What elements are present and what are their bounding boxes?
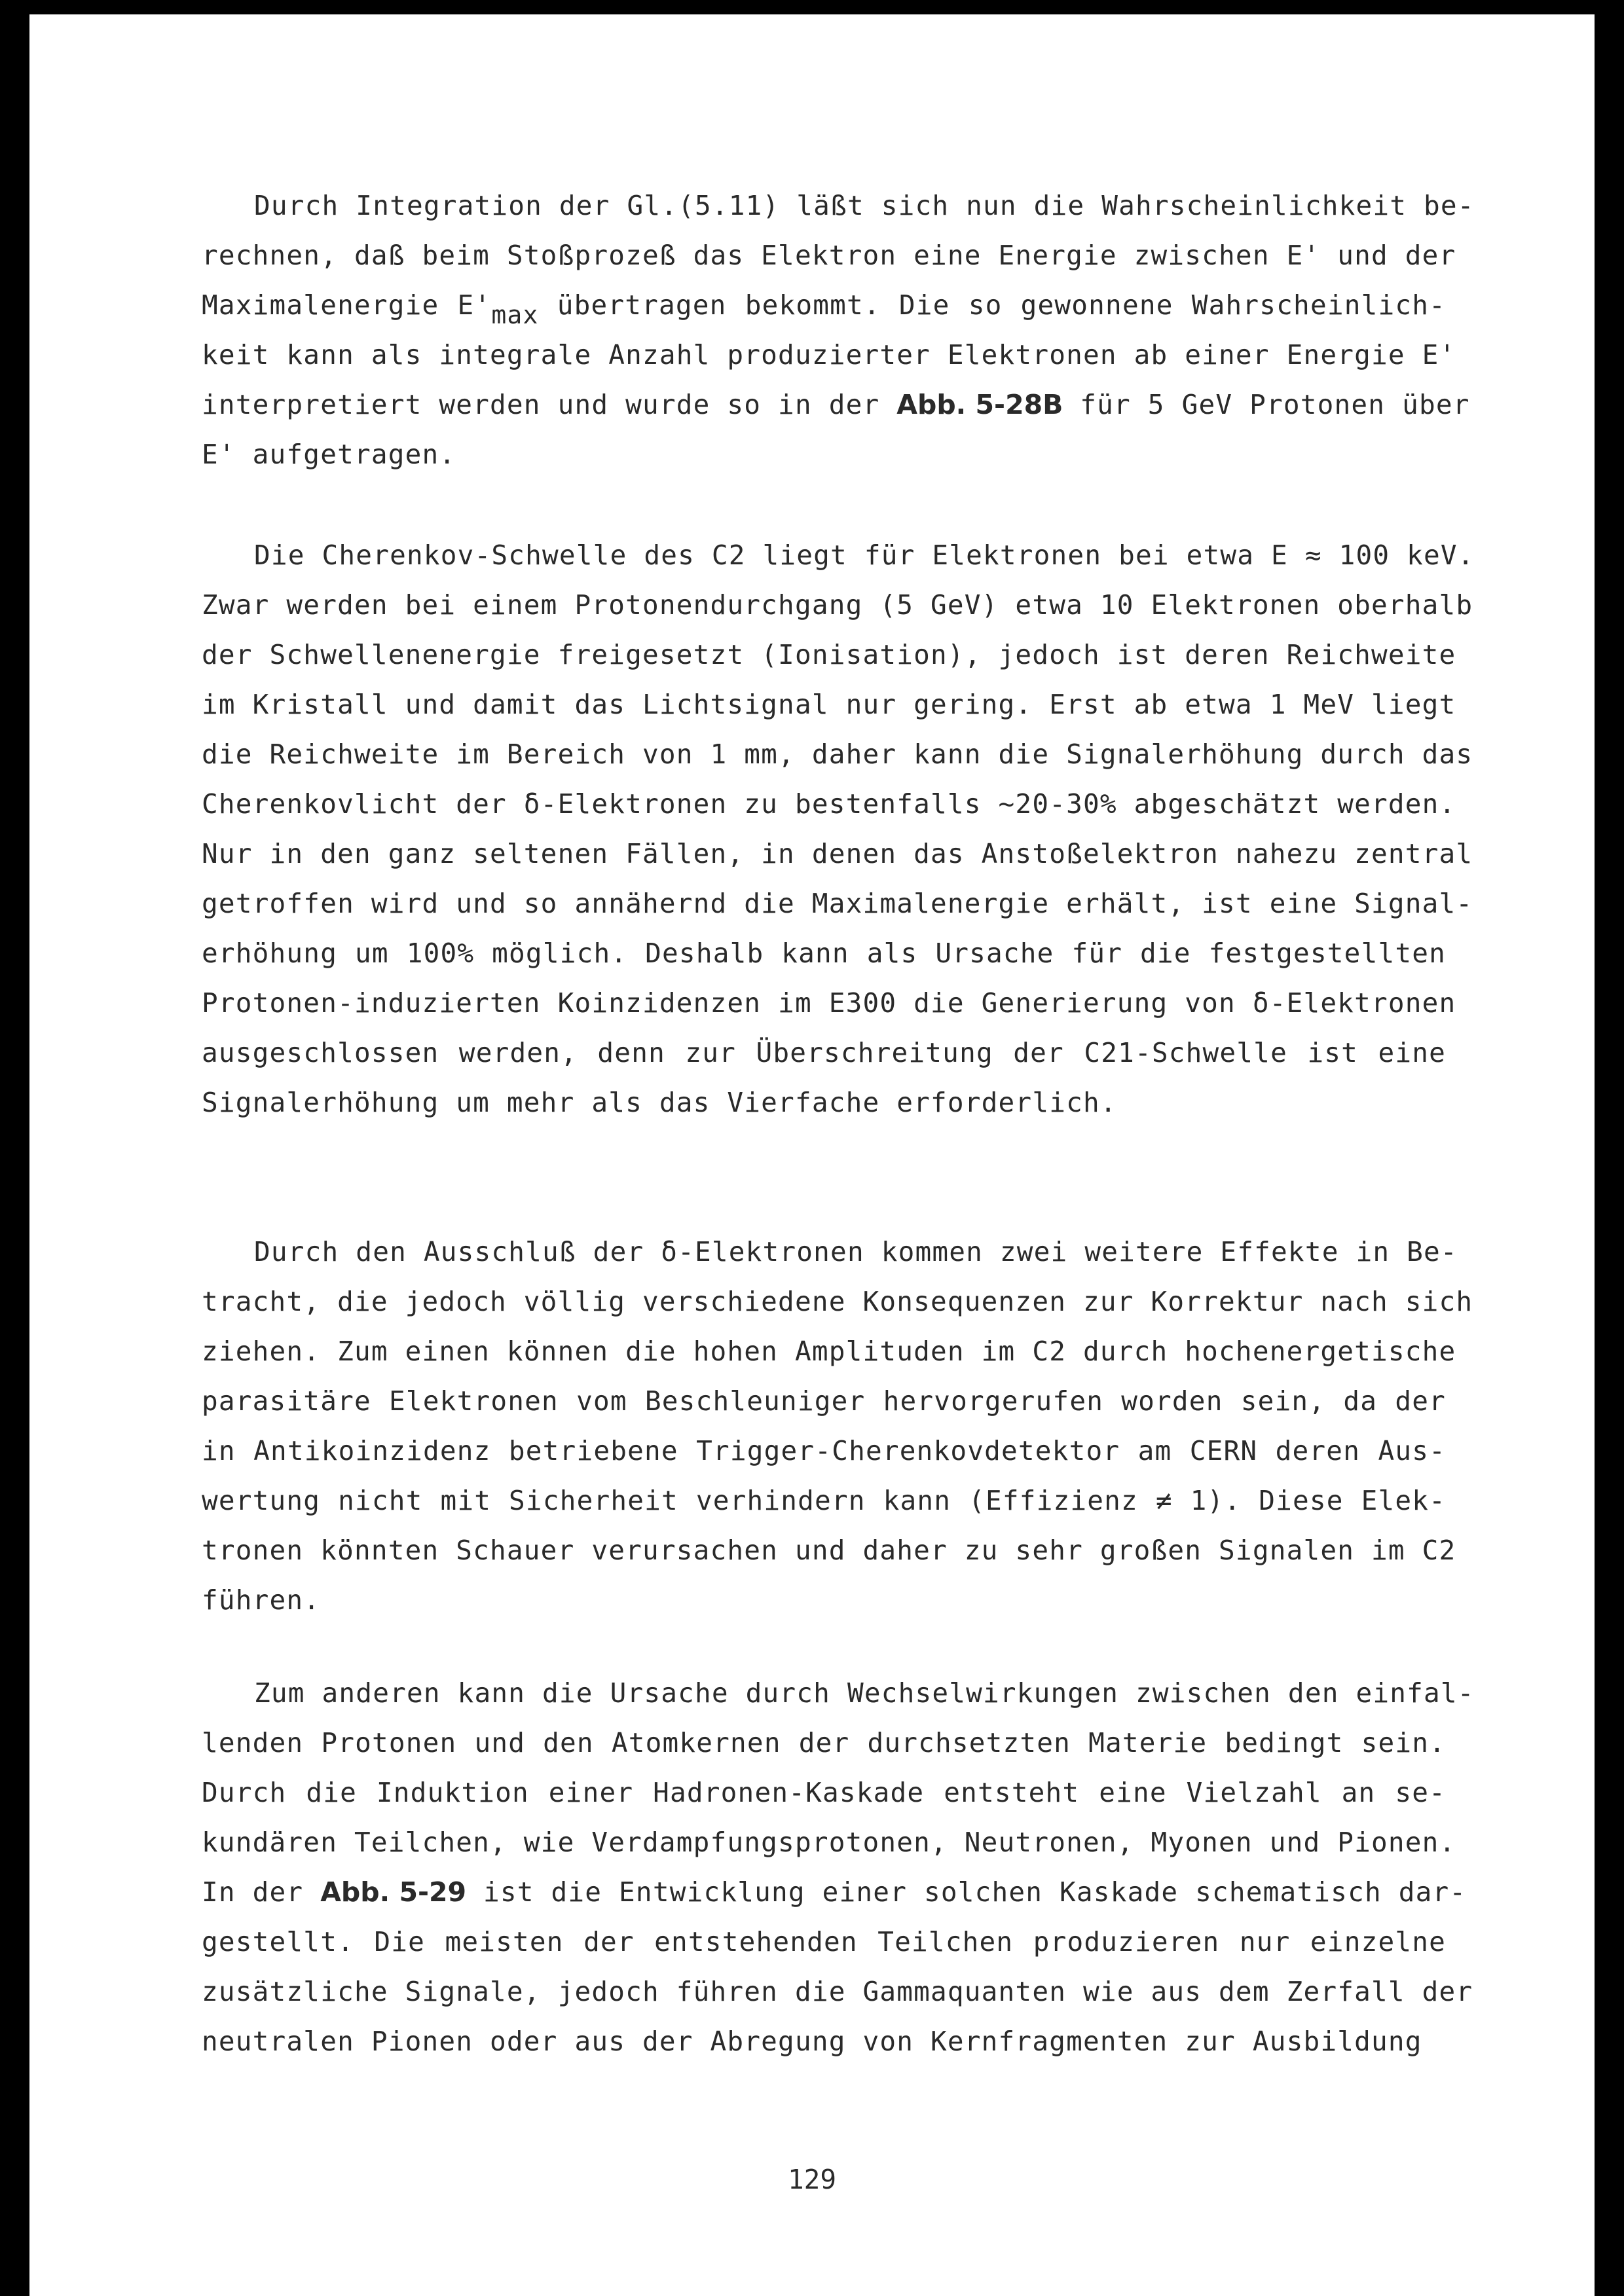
line-text: In der xyxy=(202,1876,321,1908)
page-number: 129 xyxy=(787,2164,837,2195)
text-line xyxy=(202,280,1446,330)
text-line: wertung nicht mit Sicherheit verhindern kann (Effizienz ≠ 1). Diese Elek- xyxy=(202,1485,1446,1516)
line-text: Maximalenergie E' xyxy=(202,289,492,321)
paragraph-3 xyxy=(202,1227,1473,1625)
figure-reference: Abb. 5-28B xyxy=(896,389,1063,420)
text-line: Zum anderen kann die Ursache durch Wechselwirkungen zwischen den einfal- xyxy=(254,1677,1475,1709)
text-line: keit kann als integrale Anzahl produzierter Elektronen ab einer Energie E' xyxy=(202,339,1456,371)
subscript-max: max xyxy=(491,301,539,329)
text-line: Durch Integration der Gl.(5.11) läßt sich nun die Wahrscheinlichkeit be- xyxy=(254,190,1475,221)
line-text: für 5 GeV Protonen über xyxy=(1063,389,1470,420)
text-line: führen. xyxy=(202,1584,321,1616)
figure-reference: Abb. 5-29 xyxy=(320,1876,467,1908)
text-line: erhöhung um 100% möglich. Deshalb kann als Ursache für die festgestellten xyxy=(202,938,1446,969)
text-line: Protonen-induzierten Koinzidenzen im E300 die Generierung von δ-Elektronen xyxy=(202,987,1456,1019)
text-line: Zwar werden bei einem Protonendurchgang (5 GeV) etwa 10 Elektronen oberhalb xyxy=(202,589,1473,621)
text-line: zusätzliche Signale, jedoch führen die Gammaquanten wie aus dem Zerfall der xyxy=(202,1976,1473,2007)
text-line: neutralen Pionen oder aus der Abregung von Kernfragmenten zur Ausbildung xyxy=(202,2026,1422,2057)
text-line: Die Cherenkov-Schwelle des C2 liegt für Elektronen bei etwa E ≈ 100 keV. xyxy=(254,539,1475,571)
text-line: E' aufgetragen. xyxy=(202,439,456,470)
text-line: der Schwellenenergie freigesetzt (Ionisation), jedoch ist deren Reichweite xyxy=(202,639,1456,670)
text-line: im Kristall und damit das Lichtsignal nur gering. Erst ab etwa 1 MeV liegt xyxy=(202,689,1456,720)
text-line: in Antikoinzidenz betriebene Trigger-Cherenkovdetektor am CERN deren Aus- xyxy=(202,1435,1446,1467)
line-text: ist die Entwicklung einer solchen Kaskade schematisch dar- xyxy=(466,1876,1467,1908)
text-line: Nur in den ganz seltenen Fällen, in denen das Anstoßelektron nahezu zentral xyxy=(202,838,1473,869)
text-line: die Reichweite im Bereich von 1 mm, daher kann die Signalerhöhung durch das xyxy=(202,738,1473,770)
text-line xyxy=(202,1867,1467,1917)
text-line: tronen könnten Schauer verursachen und daher zu sehr großen Signalen im C2 xyxy=(202,1535,1456,1566)
text-line xyxy=(202,380,1470,429)
text-line: Durch die Induktion einer Hadronen-Kaskade entsteht eine Vielzahl an se- xyxy=(202,1777,1446,1808)
paragraph-1 xyxy=(202,181,1475,479)
line-text: übertragen bekommt. Die so gewonnene Wahrscheinlich- xyxy=(538,289,1447,321)
text-line: gestellt. Die meisten der entstehenden Teilchen produzieren nur einzelne xyxy=(202,1926,1446,1958)
text-line: Cherenkovlicht der δ-Elektronen zu bestenfalls ~20-30% abgeschätzt werden. xyxy=(202,788,1456,820)
text-line: getroffen wird und so annähernd die Maximalenergie erhält, ist eine Signal- xyxy=(202,888,1473,919)
text-line: Signalerhöhung um mehr als das Vierfache erforderlich. xyxy=(202,1087,1117,1118)
paragraph-2 xyxy=(202,530,1475,1127)
text-line: ausgeschlossen werden, denn zur Überschreitung der C21-Schwelle ist eine xyxy=(202,1037,1446,1068)
text-line: Durch den Ausschluß der δ-Elektronen kommen zwei weitere Effekte in Be- xyxy=(254,1236,1458,1267)
text-line: kundären Teilchen, wie Verdampfungsprotonen, Neutronen, Myonen und Pionen. xyxy=(202,1827,1456,1858)
text-line: parasitäre Elektronen vom Beschleuniger hervorgerufen worden sein, da der xyxy=(202,1385,1446,1417)
line-text: interpretiert werden und wurde so in der xyxy=(202,389,897,420)
text-line: tracht, die jedoch völlig verschiedene Konsequenzen zur Korrektur nach sich xyxy=(202,1286,1473,1317)
paragraph-4 xyxy=(202,1668,1475,2066)
text-line: rechnen, daß beim Stoßprozeß das Elektron eine Energie zwischen E' und der xyxy=(202,240,1456,271)
text-line: lenden Protonen und den Atomkernen der durchsetzten Materie bedingt sein. xyxy=(202,1727,1446,1758)
text-line: ziehen. Zum einen können die hohen Amplituden im C2 durch hochenergetische xyxy=(202,1336,1456,1367)
